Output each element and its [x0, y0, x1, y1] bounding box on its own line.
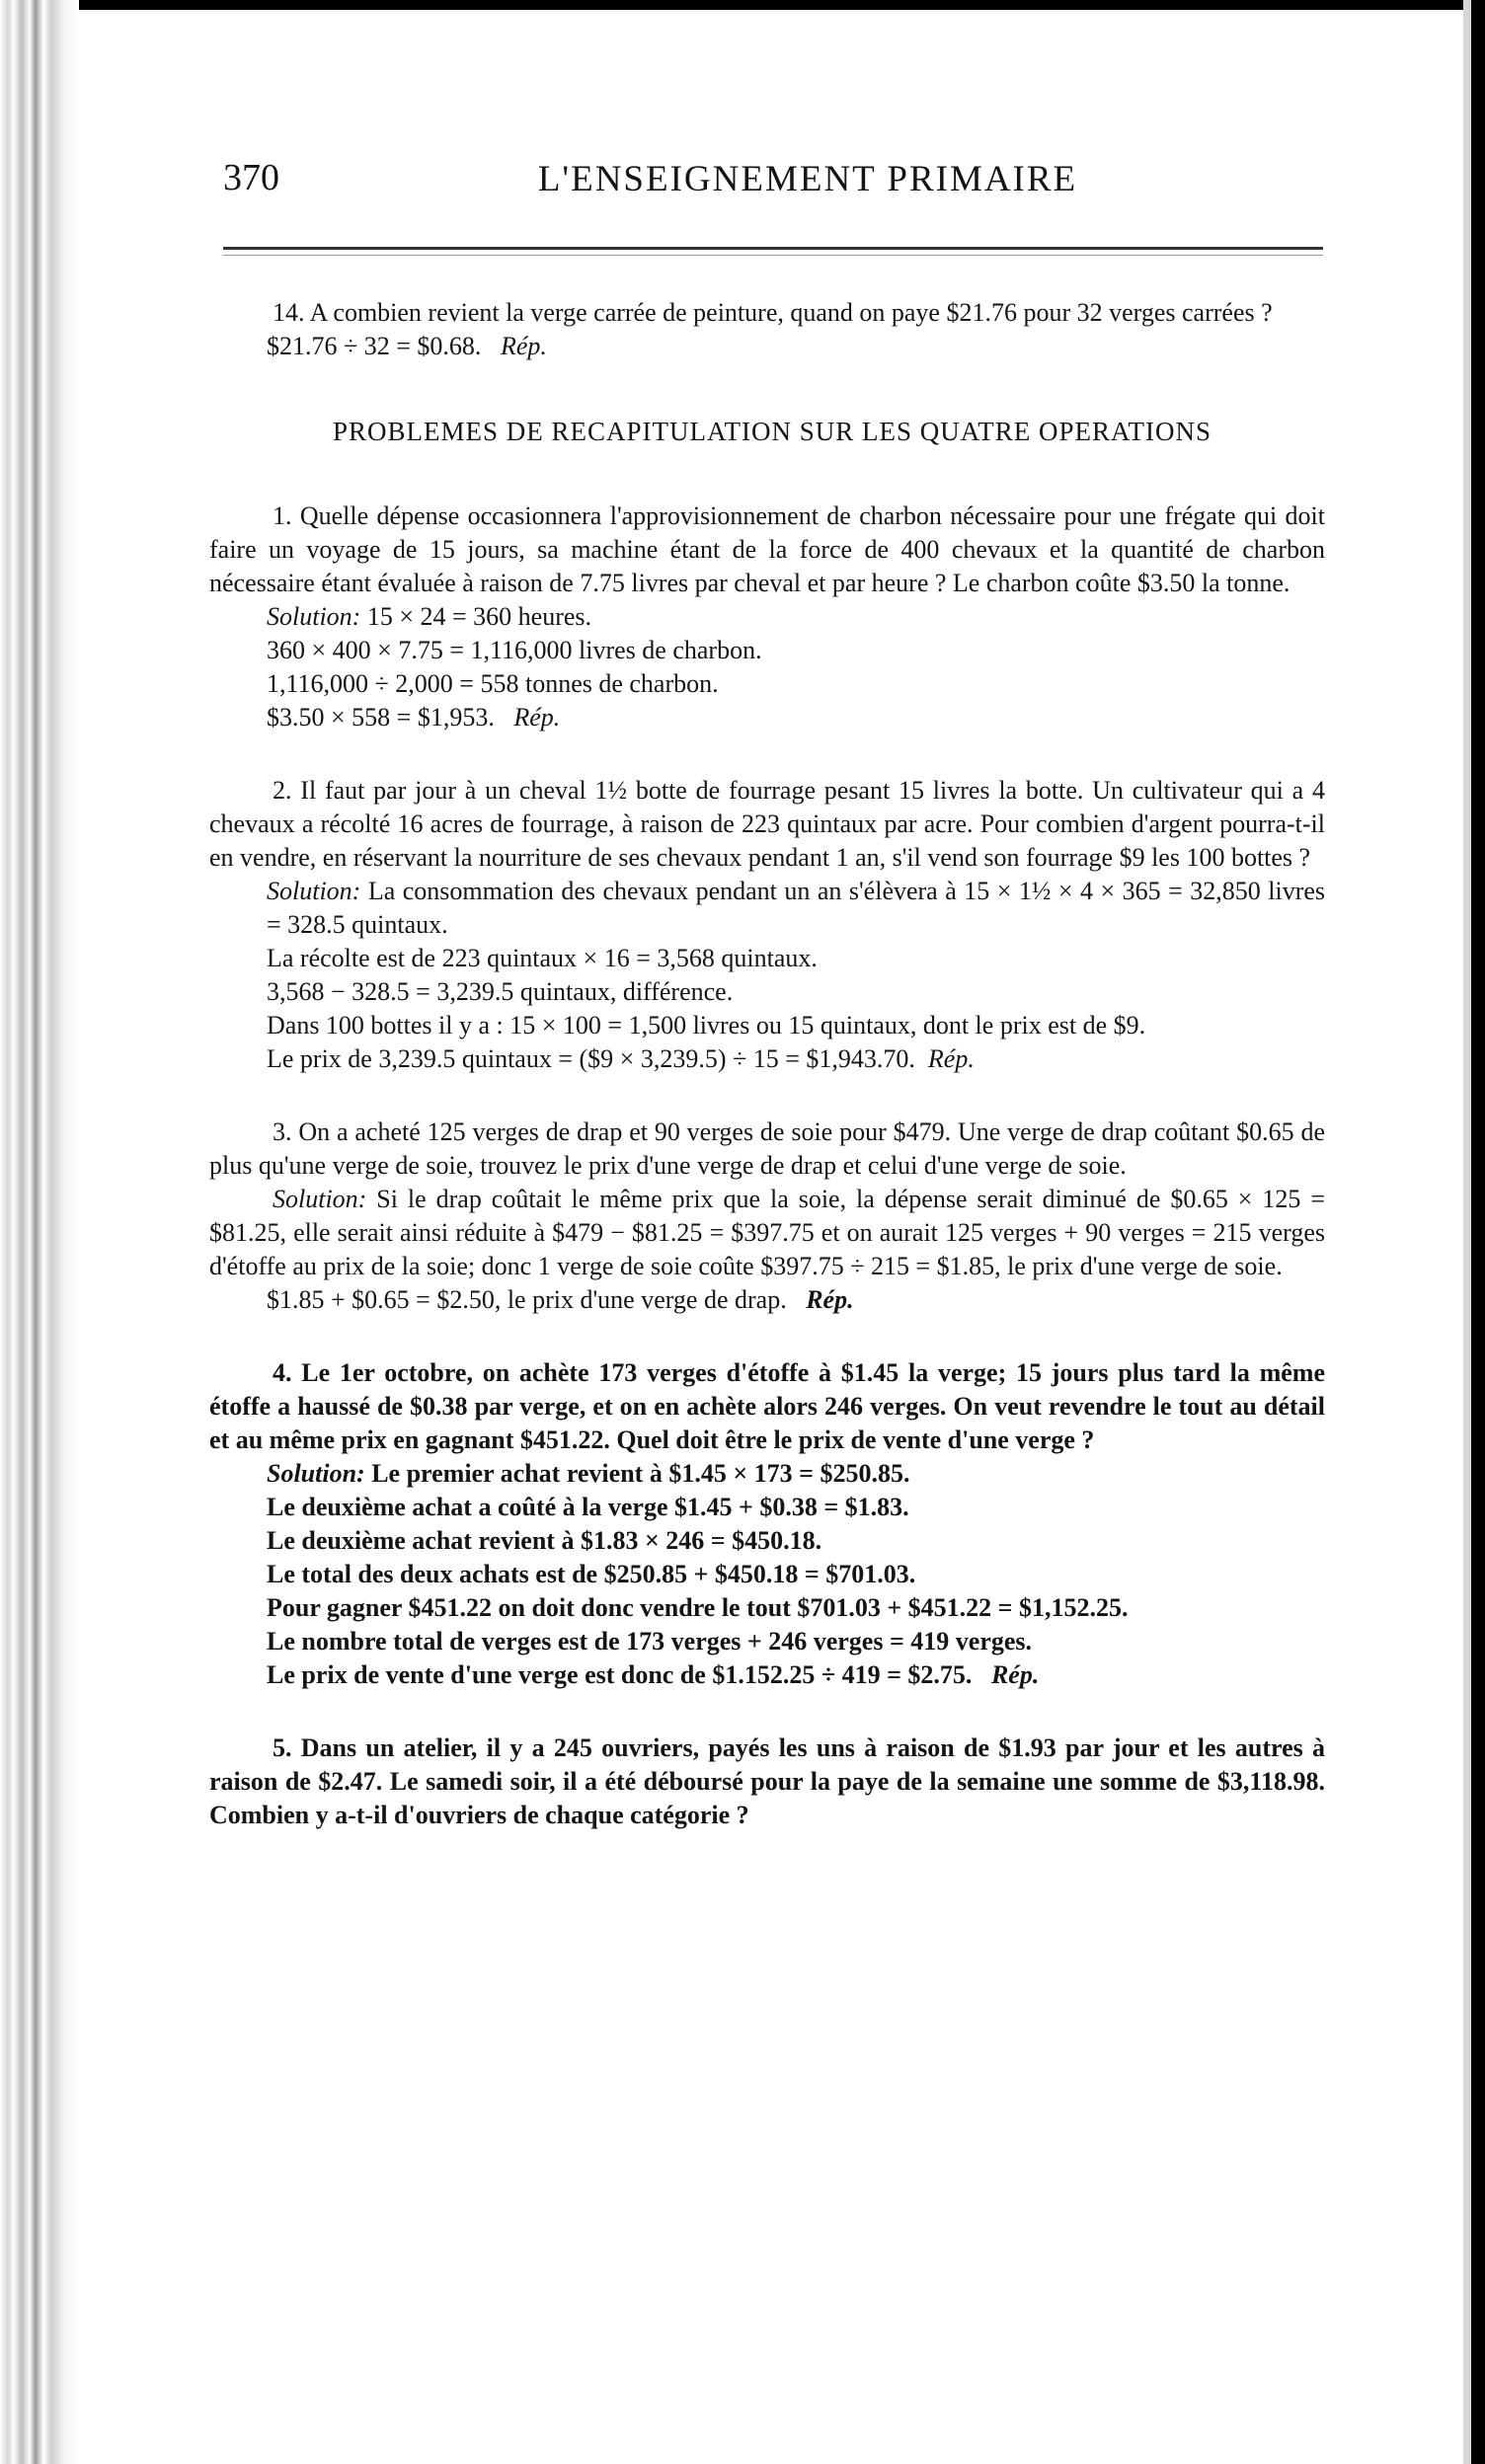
solution-line: Si le drap coûtait le même prix que la soie, la dépense serait diminué de $0.65 × 125 = $81.25, elle serait ainsi réduite à $479 − $81.25 = $397.75 et on aurait 125 verges + 90 verges = 215 verges d'étoffe au prix de la soie; donc 1 verge de soie coûte $397.75 ÷ 215 = $1.85, le prix d'une verge de soie. — [209, 1185, 1326, 1280]
solution-line: La récolte est de 223 quintaux × 16 = 3,568 quintaux. — [267, 944, 818, 972]
problem-2-answer — [209, 1042, 1325, 1076]
header-rule-thin — [223, 255, 1323, 256]
page-edge-shadow — [1463, 0, 1471, 2464]
solution-line: Le total des deux achats est de $250.85 + $450.18 = $701.03. — [267, 1560, 916, 1588]
problem-3-answer — [209, 1283, 1325, 1317]
problem-14-solution — [209, 330, 1325, 363]
rep-label: Rép. — [513, 703, 561, 732]
problem-1-solution — [209, 600, 1325, 634]
solution-label: Solution: — [267, 602, 361, 631]
solution-line: Le deuxième achat a coûté à la verge $1.45 + $0.38 = $1.83. — [267, 1493, 909, 1521]
solution-line: Pour gagner $451.22 on doit donc vendre le tout $701.03 + $451.22 = $1,152.25. — [267, 1593, 1129, 1622]
solution-line: $21.76 ÷ 32 = $0.68. — [267, 332, 482, 360]
page-body — [209, 296, 1325, 1832]
rep-label: Rép. — [806, 1285, 854, 1314]
running-head: L'ENSEIGNEMENT PRIMAIRE — [537, 159, 1078, 199]
solution-line: Le prix de vente d'une verge est donc de $1.152.25 ÷ 419 = $2.75. — [267, 1660, 973, 1689]
solution-line: 360 × 400 × 7.75 = 1,116,000 livres de charbon. — [267, 636, 762, 664]
problem-3-text: 3. On a acheté 125 verges de drap et 90 verges de soie pour $479. Une verge de drap coûtant $0.65 de plus qu'une verge de soie, trouvez le prix d'une verge de drap et celui d'une verge de soie. — [209, 1117, 1325, 1180]
solution-line: Le premier achat revient à $1.45 × 173 = $250.85. — [371, 1459, 910, 1488]
problem-1-text: 1. Quelle dépense occasionnera l'approvisionnement de charbon nécessaire pour une frégate qui doit faire un voyage de 15 jours, sa machine étant de la force de 400 chevaux et la quantité de charbon nécessaire étant évaluée à raison de 7.75 livres par cheval et par heure ? Le charbon coûte $3.50 la tonne. — [209, 501, 1325, 597]
problem-4-block — [209, 1356, 1325, 1692]
book-binding-edge — [0, 0, 79, 2464]
scan-right-border — [1471, 0, 1485, 2464]
problem-14 — [209, 296, 1325, 330]
rep-label: Rép. — [927, 1044, 975, 1073]
problem-2-text: 2. Il faut par jour à un cheval 1½ botte de fourrage pesant 15 livres la botte. Un cultivateur qui a 4 chevaux a récolté 16 acres de fourrage, à raison de 223 quintaux par acre. Pour combien d'argent pourra-t-il en vendre, en réservant la nourriture de ses chevaux pendant 1 an, s'il vend son fourrage $9 les 100 bottes ? — [209, 776, 1325, 872]
solution-line: Le nombre total de verges est de 173 verges + 246 verges = 419 verges. — [267, 1627, 1033, 1656]
problem-2 — [209, 774, 1325, 875]
solution-line: 3,568 − 328.5 = 3,239.5 quintaux, différence. — [267, 977, 734, 1006]
solution-label: Solution: — [267, 1459, 365, 1488]
problem-2-solution — [209, 875, 1325, 942]
solution-line: Dans 100 bottes il y a : 15 × 100 = 1,500 livres ou 15 quintaux, dont le prix est de $9. — [267, 1011, 1146, 1040]
problem-14-text: 14. A combien revient la verge carrée de peinture, quand on paye $21.76 pour 32 verges carrées ? — [273, 298, 1273, 327]
problem-4-text: 4. Le 1er octobre, on achète 173 verges d'étoffe à $1.45 la verge; 15 jours plus tard la même étoffe a haussé de $0.38 par verge, et on en achète alors 246 verges. On veut revendre le tout au détail et au même prix en gagnant $451.22. Quel doit être le prix de vente d'une verge ? — [209, 1358, 1325, 1454]
problem-3-solution — [209, 1183, 1325, 1283]
header-rule — [223, 247, 1323, 250]
problem-4-answer — [209, 1658, 1325, 1692]
problem-4 — [209, 1356, 1325, 1457]
problem-3 — [209, 1116, 1325, 1183]
solution-label: Solution: — [273, 1185, 367, 1213]
solution-line: $1.85 + $0.65 = $2.50, le prix d'une verge de drap. — [267, 1285, 787, 1314]
solution-line: Le prix de 3,239.5 quintaux = ($9 × 3,239.5) ÷ 15 = $1,943.70. — [267, 1044, 915, 1073]
problem-1-answer — [209, 701, 1325, 734]
problem-4-solution — [209, 1457, 1325, 1491]
problem-1 — [209, 500, 1325, 600]
rep-label: Rép. — [990, 1660, 1040, 1689]
solution-line: La consommation des chevaux pendant un an s'élèvera à 15 × 1½ × 4 × 365 = 32,850 livres = 328.5 quintaux. — [267, 877, 1326, 939]
solution-line: $3.50 × 558 = $1,953. — [267, 703, 495, 732]
scan-top-border — [0, 0, 1485, 10]
solution-line: Le deuxième achat revient à $1.83 × 246 = $450.18. — [267, 1526, 822, 1555]
rep-label: Rép. — [500, 332, 547, 360]
problem-5-text: 5. Dans un atelier, il y a 245 ouvriers, payés les uns à raison de $1.93 par jour et les autres à raison de $2.47. Le samedi soir, il a été déboursé pour la paye de la semaine une somme de $3,118.98. Combien y a-t-il d'ouvriers de chaque catégorie ? — [209, 1733, 1325, 1829]
page-number: 370 — [223, 157, 279, 198]
problem-5 — [209, 1732, 1325, 1832]
page-header — [223, 156, 1323, 215]
solution-line: 15 × 24 = 360 heures. — [366, 602, 592, 631]
section-title: PROBLEMES DE RECAPITULATION SUR LES QUATRE OPERATIONS — [332, 417, 1212, 446]
solution-line: 1,116,000 ÷ 2,000 = 558 tonnes de charbon. — [267, 669, 719, 698]
solution-label: Solution: — [267, 877, 361, 905]
